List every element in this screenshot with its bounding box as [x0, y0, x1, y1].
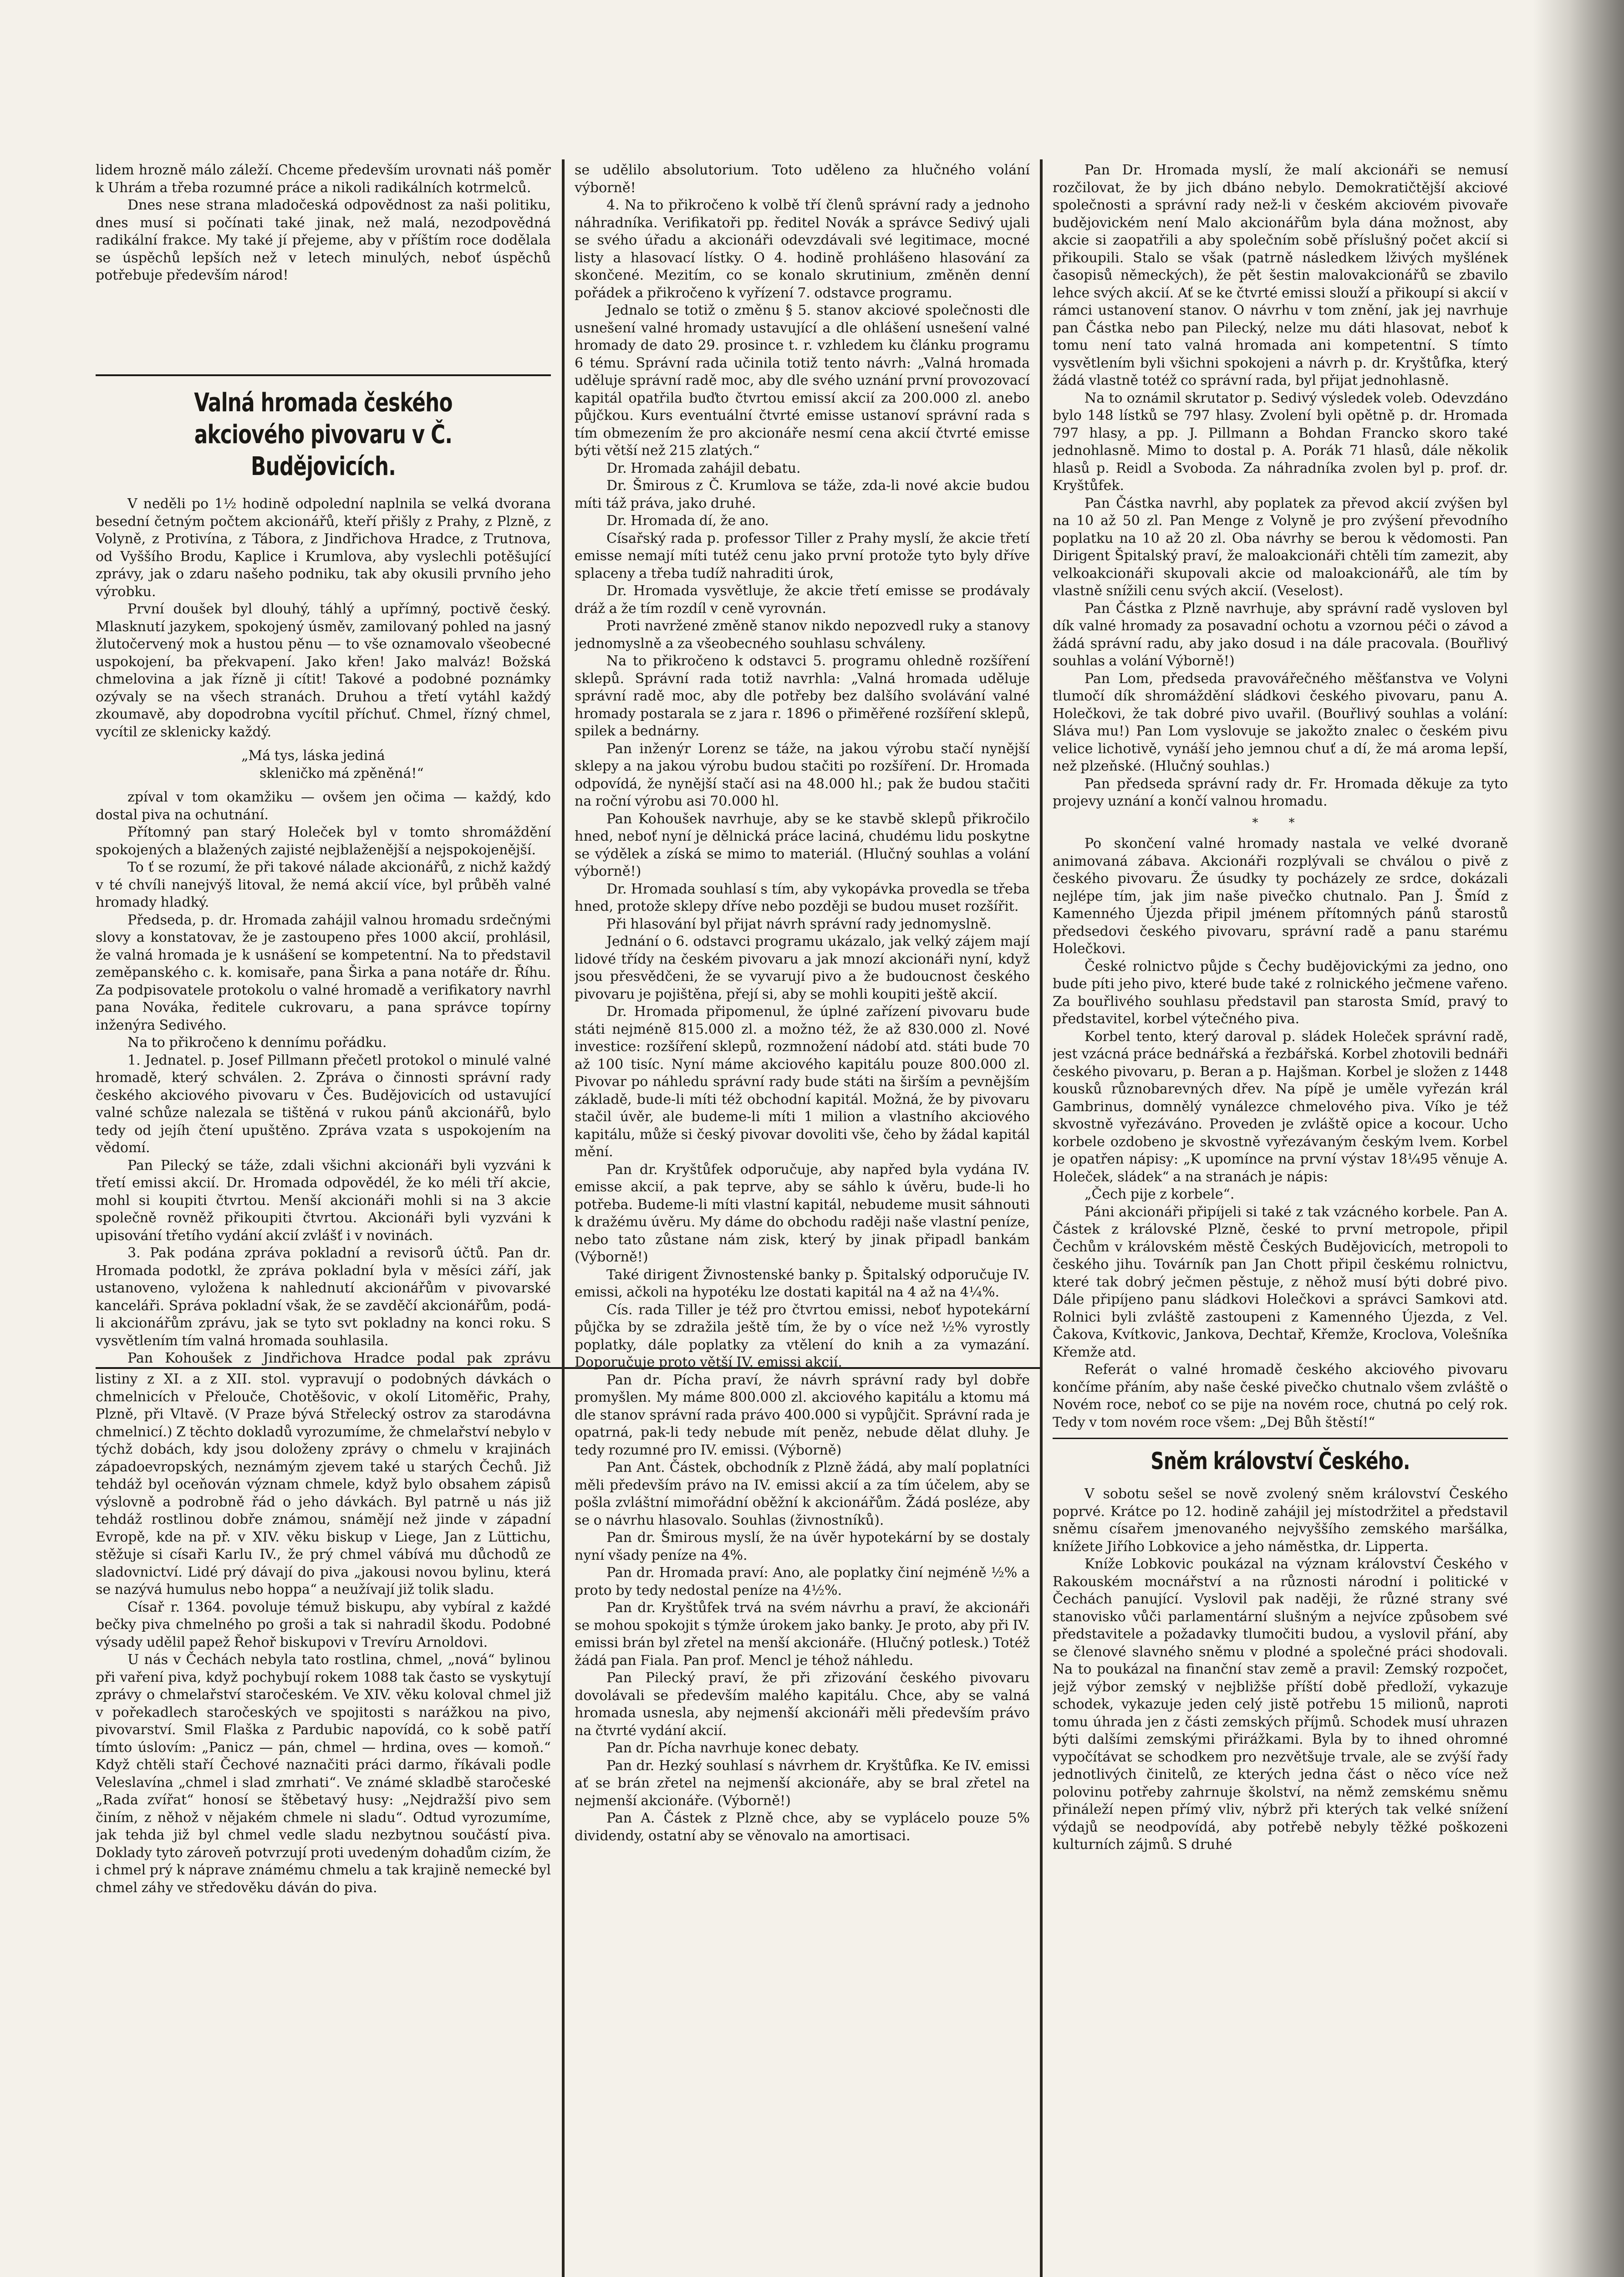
paragraph: zpíval v tom okamžiku — ovšem jen očima — každý, kdo dostal piva na ochutnání.	[96, 789, 551, 823]
paragraph: Přítomný pan starý Holeček byl v tomto shromáždění spokojených a blažených zajisté nejblaženější a nejspokojenější.	[96, 824, 551, 858]
paragraph-group	[1053, 162, 1508, 811]
paragraph: Na to přikročeno k dennímu pořádku.	[127, 1035, 387, 1051]
poem-line: „Má tys, láska jediná	[241, 748, 385, 764]
column-2	[575, 162, 1030, 2277]
paragraph: Jednání o 6. odstavci programu ukázalo, jak velký zájem mají lidové třídy na českém pivovaru a jak mnozí akcionáři nyní, když jsou přesvědčeni, že se vyvarují pivo a že budoucnost českého pivovaru je pojištěna, přejí si, aby se mohli koupiti ještě akcií.	[575, 934, 1030, 1002]
paragraph: Pan Ant. Částek, obchodník z Plzně žádá, aby malí poplatníci měli především právo na IV. emissi akcií a za tím účelem, aby se pošla zvláštní mimořádní oběžní k akcionářům. Žádá posléze, aby se o návrhu hlasovalo. Souhlas (živnostníků).	[575, 1460, 1030, 1528]
paragraph: Dr. Hromada dí, že ano.	[606, 513, 769, 529]
paragraph: Na to oznámil skrutator p. Sedivý výsledek voleb. Odevzdáno bylo 148 lístků se 797 hlasy. Zvolení byli opětně p. dr. Hromada 797 hlasy, a pp. J. Pillmann a Bohdan Francko skoro také jednohlasně. Mimo to dostal p. A. Porák 71 hlasů, dále několik hlasů p. Reidl a Svoboda. Za náhradníka zvolen byl p. prof. dr. Kryštůfek.	[1053, 390, 1508, 494]
paragraph: Předseda, p. dr. Hromada zahájil valnou hromadu srdečnými slovy a konstatovav, že je zastoupeno přes 1000 akcií, prohlásil, že valná hromada je k usnášení se kompetentní. Na to představil zeměpanského c. k. komisaře, pana Širka a pana notáře dr. Říhu. Za podpisovatele protokolu o valné hromadě a verifikatory navrhl pana Nováka, ředitele cukrovaru, a pana správce topírny inženýra Sedivého.	[96, 912, 551, 1033]
paragraph-group	[96, 1371, 551, 1897]
paragraph: Korbel tento, který daroval p. sládek Holeček správní radě, jest vzácná práce bednářská a řezbářská. Korbel zhotovili bednáři českého pivovaru, p. Beran a p. Hajšman. Korbel je složen z 1448 kousků různobarevných dřev. Na pípě je uměle vyřezán král Gambrinus, domnělý vynálezce chmelového piva. Víko je též skvostně vyřezáváno. Proveden je zvláště opice a kocour. Ucho korbele ozdobeno je skvostně vyřezávaným českým lvem. Korbel je opatřen nápisy: „K upomínce na první výstav 18¼95 věnuje A. Holeček, sládek“ a na stranách je nápis:	[1053, 1028, 1508, 1185]
paragraph: Pan Částka z Plzně navrhuje, aby správní radě vysloven byl dík valné hromady za posavadní ochotu a vzornou péči o závod a žádá správní radu, aby jako dosud i na dále pracovala. (Bouřlivý souhlas a volání Výborně!)	[1053, 600, 1508, 669]
paragraph: Pan Kohoušek navrhuje, aby se ke stavbě sklepů přikročilo hned, neboť nyní je dělnická práce laciná, chudému lidu poskytne se výdělek a získá se mimo to materiál. (Hlučný souhlas a volání výborně!)	[575, 811, 1030, 879]
paragraph: Také dirigent Živnostenské banky p. Špitalský odporučuje IV. emissi, ačkoli na hypotéku lze dostati kapitál na 4 až na 4¼%.	[575, 1266, 1030, 1300]
paragraph-group	[1053, 1486, 1508, 1854]
separator-stars: * *	[1252, 816, 1308, 830]
paragraph: V neděli po 1½ hodině odpolední naplnila se velká dvorana besední četným počtem akcionářů, kteří přišly z Prahy, z Plzně, z Volyně, z Protivína, z Tábora, z Jindřichova Hradce, z Trutnova, od Vyššího Brodu, Kaplice i Krumlova, aby vyslechli potěšující zprávy, jak o zdaru našeho podniku, tak aby okusili prvního jeho výrobku.	[96, 496, 551, 600]
paragraph-group	[96, 495, 551, 741]
column-divider	[1040, 159, 1043, 2277]
paragraph: se udělilo absolutorium. Toto uděleno za hlučného volání výborně!	[575, 162, 1030, 196]
paragraph: Pan Částka navrhl, aby poplatek za převod akcií zvýšen byl na 10 až 50 zl. Pan Menge z Volyně je pro zvýšení převodního poplatku na 10 až 20 zl. Oba návrhy se berou k vědomosti. Pan Dirigent Špitalský praví, že maloakcionáři chtěli tím zamezit, aby velkoakcionáři skupovali akcie od maloakcionářů, ale tím by vlastně snížili cenu svých akcií. (Veselost).	[1053, 495, 1508, 599]
paragraph: 3. Pak podána zpráva pokladní a revisorů účtů. Pan dr. Hromada podotkl, že zpráva pokladní byla v měsíci září, jak ustanoveno, vyložena k nahlednutí akcionářům v pivovarské kanceláři. Správa pokladní však, že se zavděčí akcionářům, podá-li akcionářům zprávu, jak se tyto svt pokladny na konci roku. S vysvětlením tím valná hromada souhlasila.	[96, 1245, 551, 1349]
poem	[96, 747, 551, 782]
paragraph-group	[575, 162, 1030, 1845]
paragraph: Pan dr. Hromada praví: Ano, ale poplatky činí nejméně ½% a proto by tedy nedostal peníze na 4½%.	[575, 1565, 1030, 1598]
paragraph: Pan inženýr Lorenz se táže, na jakou výrobu stačí nynější sklepy a na jakou výrobu budou stačiti po rozšíření. Dr. Hromada odpovídá, že nynější stačí asi na 48.000 hl.; pak že budou stačiti na roční výrobu asi 70.000 hl.	[575, 740, 1030, 809]
paragraph: Páni akcionáři připíjeli si také z tak vzácného korbele. Pan A. Částek z královské Plzně, české to první metropole, připil Čechům v královském městě Českých Budějovicích, metropoli to českého jihu. Továrník pan Jan Chott připil českému rolnictvu, které tak dobrý ječmen pěstuje, z něhož musí býti dobré pivo. Dále připíjeno panu sládkovi Holečkovi a správci Samkovi atd. Rolnici byli zvláště zastoupeni z Kamenného Újezda, z Vel. Čakova, Kvítkovic, Jankova, Dechtař, Křemže, Kroclova, Volešníka Křemže atd.	[1053, 1204, 1508, 1360]
paragraph: Pan Dr. Hromada myslí, že malí akcionáři se nemusí rozčilovat, že by jich dbáno nebylo. Demokratičtější akciové společnosti a správní rady než-li v českém akciovém pivovaře budějovickém není Malo akcionářům byla dána možnost, aby akcie si zaopatřili a aby společním sobě příslušný počet akcií si přikoupili. Stalo se však (patrně následkem lživých myšlének časopisů německých), že pět šestin malovakcionářů se zbavilo lehce svých akcií. Ať se ke čtvrté emissi slouží a přikoupí si akcií v rámci ustanovení stanov. O návrhu v tom znění, jak jej navrhuje pan Částka nebo pan Pilecký, nelze mu dáti hlasovat, neboť k tomu není tato valná hromada ani kompetentní. S tímto vysvětlením byli všichni spokojeni a návrh p. dr. Kryštůfka, který žádá vlastně totéž co správní rada, byl přijat jednohlasně.	[1053, 162, 1508, 388]
paragraph: listiny z XI. a z XII. stol. vypravují o podobných dávkách o chmelnicích v Přelouče, Chotěšovic, v okolí Litoměřic, Prahy, Plzně, při Vltavě. (V Praze bývá Střelecký ostrov za starodávna chmelnicí.) Z těchto dokladů vyrozumíme, že chmelařství nebylo v týchž dobách, kdy jsou doloženy zprávy o chmelu v krajinách západoevropských, neznámým zjevem také u starých Čechů. Již tehdáž byl oceňován význam chmele, když bylo obsahem zápisů výslovně a podrobně řád o jeho dávkách. Byl patrně u nás již tehdáž rostlinou dobře známou, snámějí než jinde v západní Evropě, kde na př. v XIV. věku biskup v Liege, Jan z Lüttichu, stěžuje si císaři Karlu IV., že prý chmel vábívá mu důchodů ze sladovnictví. Lidé prý dávají do piva „jakousi novou bylinu, která se nazývá humulus nebo hoppa“ a neužívají již tolik sladu.	[96, 1371, 551, 1598]
column-3	[1053, 162, 1508, 2277]
column-1-top	[96, 162, 551, 373]
paragraph: 4. Na to přikročeno k volbě tří členů správní rady a jednoho náhradníka. Verifikatoři pp. ředitel Novák a správce Sedivý ujali se svého úřadu a akcionáři odevzdávali své legitimace, mocné listy a hlasovací lístky. O 4. hodině prohlášeno hlasování za skončené. Mezitím, co se konalo skrutinium, změněn denní pořádek a přikročeno k vyřízení 7. odstavce programu.	[575, 197, 1030, 301]
paragraph: Pan Kohoušek z Jindřichova Hradce podal pak zprávu	[127, 1350, 551, 1366]
paragraph: Kníže Lobkovic poukázal na význam království Českého v Rakouském mocnářství a na různosti národní i politické v Čechách panující. Vyslovil pak naději, že různé strany své stanovisko vůči parlamentární slušným a nejvíce způsobem své představitele a požadavky tlumočiti budou, a vyslovil přání, aby se členové slavného sněmu v plodné a společné práci shodovali. Na to poukázal na finanční stav země a pravil: Zemský rozpočet, jejž výbor zemský v nejbližše příští době předloží, vykazuje schodek, vykazuje jeden celý jistě potřebu 15 milionů, naproti tomu úhrada jen z části zemských příjmů. Schodek musí uhrazen býti dalšími zemskými přirážkami. Byla by to ihned ohromné vypočítávat se schodkem pro nezvětšuje trvale, ale se zvýší řady jednotlivých činitelů, ze kterých jedna část o něco více než polovinu potřeby zahrnuje školství, na němž zemskému sněmu přináleží nepen přímý vliv, nýbrž při kterých tak velké snížení výdajů se neodpovídá, aby potřebě nebyly těžké poškozeni kulturních zájmů. S druhé	[1053, 1556, 1508, 1853]
paragraph: Pan dr. Kryštůfek trvá na svém návrhu a praví, že akcionáři se mohou spokojit s týmže úrokem jako banky. Je proto, aby při IV. emissi brán byl zřetel na menší akcionáře. (Hlučný potlesk.) Totéž žádá pan Fiala. Pan prof. Mencl je téhož náhledu.	[575, 1600, 1030, 1669]
paragraph: Pan dr. Pícha navrhuje konec debaty.	[606, 1740, 860, 1756]
paragraph: Pan Pilecký praví, že při zřizování českého pivovaru dovolávali se především malého kapitálu. Chce, aby se valná hromada usnesla, aby nejmenší akcionáři měli především právo na čtvrté vydání akcií.	[575, 1670, 1030, 1739]
paragraph: První doušek byl dlouhý, táhlý a upřímný, poctivě český. Mlasknutí jazykem, spokojený úsměv, zamilovaný pohled na jasný žlutočervený mok a hustou pěnu — to vše oznamovalo všeobecné uspokojení, ba překvapení. Jako křen! Jako malváz! Božská chmelovina a jak řízně ji cítit! Takové a podobné poznámky ozývaly se na všech stranách. Druhou a třetí vytáhl každý zkoumavě, aby dopodrobna vycítil příchuť. Chmel, řízný chmel, vycítil ze sklenicky každý.	[96, 601, 551, 740]
paragraph: Dr. Hromada souhlasí s tím, aby vykopávka provedla se třeba hned, protože sklepy dříve nebo později se budou muset rozšířit.	[575, 881, 1030, 914]
paragraph: V sobotu sešel se nově zvolený sněm království Českého poprvé. Krátce po 12. hodině zahájil jej místodržitel a představil sněmu císařem jmenovaného nejvyššího zemského maršálka, knížete Jiřího Lobkovice a jeho náměstka, dr. Lipperta.	[1053, 1486, 1508, 1555]
paragraph-group	[96, 789, 551, 1366]
paragraph: „Čech pije z korbele“.	[1084, 1186, 1235, 1202]
paragraph: Pan dr. Šmirous myslí, že na úvěr hypotekární by se dostaly nyní všady peníze na 4%.	[575, 1530, 1030, 1563]
paragraph-group	[1053, 835, 1508, 1431]
paragraph: Dr. Šmirous z Č. Krumlova se táže, zda-li nové akcie budou míti táž práva, jako druhé.	[575, 478, 1030, 511]
column-rule	[96, 374, 551, 376]
paragraph: Pan Pilecký se táže, zdali všichni akcionáři byli vyzváni k třetí emissi akcií. Dr. Hromada odpovědél, že ko méli tří akcie, mohl si koupiti čtvrtou. Menší akcionáři mohli si na 3 akcie společně rovněž přikoupiti čtvrtou. Akcionáři byli vyzváni k upisování třetího vydání akcií zvlášť i v novinách.	[96, 1157, 551, 1244]
paragraph: Dnes nese strana mladočeská odpovědnost za naši politiku, dnes musí si počínati také jinak, než malá, nezodpovědná radikální frakce. My také jí přejeme, aby v příštím roce dodělala se úspěchů lepších než v letech minulých, neboť úspěchů potřebuje především národ!	[96, 197, 551, 283]
paragraph: Císař r. 1364. povoluje témuž biskupu, aby vybíral z každé bečky piva chmelného po groši a tak si nahradil škodu. Podobné výsady udělil papež Řehoř biskupovi v Trevíru Arnoldovi.	[96, 1599, 551, 1650]
article-headline: Valná hromada českého akciového pivovaru v Č. Budějovicích.	[194, 388, 453, 481]
paragraph: Jednalo se totiž o změnu § 5. stanov akciové společnosti dle usnešení valné hromady ustavující a dle ohlášení usnešení valné hromady de dato 29. prosince t. r. vzhledem ku článku programu 6 tému. Správní rada učinila totiž tento návrh: „Valná hromada uděluje správní radě moc, aby dle svého uznání první provozovací kapitál opatřila buďto čtvrtou emissí akcií za 200.000 zl. anebo půjčkou. Kurs eventuální čtvrté emisse ustanoví správní rada s tím obmezením že pro akcionáře nesmí cena akcií čtvrté emisse býti větší než 215 zlatých.“	[575, 302, 1030, 459]
page-edge-shadow	[1533, 0, 1624, 2277]
paragraph: Dr. Hromada vysvětluje, že akcie třetí emisse se prodávaly dráž a že tím rozdíl v ceně vyrovnán.	[575, 583, 1030, 617]
section-rule	[1053, 1438, 1508, 1439]
column-divider	[562, 159, 565, 2277]
poem-line: skleničko má zpěněná!“	[260, 765, 424, 781]
paragraph: U nás v Čechách nebyla tato rostlina, chmel, „nová“ bylinou při vaření piva, když pochybují rokem 1088 tak často se vyskytují zprávy o chmelařství staročeském. Ve XIV. věku koloval chmel již v pořekadlech staročeských ve spojitosti s narážkou na pivo, pivovarství. Smil Flaška z Pardubic napovídá, co k sobě patří tímto úslovím: „Panicz — pán, chmel — hrdina, oves — komoň.“ Když chtěli staří Čechové naznačiti práci darmo, říkávali podle Veleslavína „chmel i slad zmrhati“. Ve známé skladbě staročeské „Rada zvířat“ honosí se štěbetavý husy: „Nejdražší pivo sem činím, z něhož v nějakém chmele ni sladu“. Odtud vyrozumíme, jak tehda již byl chmel vedle sladu nezbytnou součástí piva. Doklady tyto zároveň potvrzují proti uvedeným dohadům cizím, že i chmel prý k náprave známému chmelu a tak krajině nemecké byl chmel záhy ve středověku dáván do piva.	[96, 1652, 551, 1896]
section-headline: Sněm království Českého.	[1151, 1448, 1410, 1475]
paragraph: Pan A. Částek z Plzně chce, aby se vyplácelo pouze 5% dividendy, ostatní aby se věnovalo na amortisaci.	[575, 1810, 1030, 1844]
paragraph: Pan dr. Kryštůfek odporučuje, aby napřed byla vydána IV. emisse akcií, a pak teprve, aby se sáhlo k úvěru, bude-li ho potřeba. Budeme-li míti vlastní kapitál, nebudeme musit sáhnouti k dražému úvěru. My dáme do obchodu raději naše vlastní peníze, nebo tato zůstane nám zisk, který by jinak připadl bankám (Výborně!)	[575, 1161, 1030, 1265]
paragraph: Dr. Hromada zahájil debatu.	[606, 460, 801, 476]
paragraph: Proti navržené změně stanov nikdo nepozvedl ruky a stanovy jednomyslně a za všeobecného souhlasu schváleny.	[575, 618, 1030, 652]
column-1-article	[96, 378, 551, 1366]
paragraph: Pan dr. Hezký souhlasí s návrhem dr. Kryštůfka. Ke IV. emissi ať se brán zřetel na nejmenší akcionáře, aby se bral zřetel na nejmenší akcionáře. (Výborně!)	[575, 1757, 1030, 1809]
paragraph: Referát o valné hromadě českého akciového pivovaru končíme přáním, aby naše české pivečko chutnalo všem zvláště o Novém roce, neboť co se pije na novém roce, chutná po celý rok. Tedy v tom novém roce všem: „Dej Bůh štěstí!“	[1053, 1362, 1508, 1430]
paragraph: Na to přikročeno k odstavci 5. programu ohledně rozšíření sklepů. Správní rada totiž navrhla: „Valná hromada uděluje správní radě moc, aby dle potřeby bez dalšího svolávání valné hromady postarala se z jara r. 1896 o přiměřené rozšíření sklepů, spilek a bednárny.	[575, 653, 1030, 739]
paragraph: Pan předseda správní rady dr. Fr. Hromada děkuje za tyto projevy uznání a končí valnou hromadu.	[1053, 776, 1508, 809]
paragraph: Po skončení valné hromady nastala ve velké dvoraně animovaná zábava. Akcionáři rozplývali se chválou o pivě z českého pivovaru. Že úsudky ty pocházely ze srdce, dokázali nejlépe tím, jak jim naše pivečko chutnalo. Pan J. Šmíd z Kamenného Újezda připil jménem přítomných pánů starostů předsedovi českého pivovaru, správní radě a panu starému Holečkovi.	[1053, 836, 1508, 957]
paragraph: Pan dr. Pícha praví, že návrh správní rady byl dobře promyšlen. My máme 800.000 zl. akciového kapitálu a ktomu má dle stanov správní rada právo 400.000 si vypůjčit. Správní rada je opatrná, pak-li tedy nebude mít peněz, nebude dělat dluhy. Je tedy rozumné pro IV. emissi. (Výborně)	[575, 1372, 1030, 1458]
paragraph: Cís. rada Tiller je též pro čtvrtou emissi, neboť hypotekární půjčka by se zdražila ještě tím, že by o více než ½% vyrostly poplatky, dále poplatky za vtělení do knih a za vymazání. Doporučuje proto větší IV. emissi akcií.	[575, 1302, 1030, 1370]
paragraph: České rolnictvo půjde s Čechy budějovickými za jedno, ono bude píti jeho pivo, které bude také z rolnického ječmene vařeno. Za bouřlivého souhlasu představil pan starosta Smíd, pravý to představitel, korbel výtečného piva.	[1053, 958, 1508, 1027]
paragraph: Dr. Hromada připomenul, že úplné zařízení pivovaru bude státi nejméně 815.000 zl. a možno též, že až 830.000 zl. Nové investice: rozšíření sklepů, rozmnožení nádobí atd. státi bude 70 až 100 tisíc. Nyní máme akciového kapitálu pouze 800.000 zl. Pivovar po náhledu správní rady bude státi na širším a pevnějším základě, bude-li míti též obchodní kapitál. Možná, že by pivovaru stačil úvěr, ale budeme-li míti 1 milion a vlastního akciového kapitálu, může si český pivovar dovoliti vše, čeho by žádal kapitál mění.	[575, 1004, 1030, 1160]
paragraph: 1. Jednatel. p. Josef Pillmann přečetl protokol o minulé valné hromadě, který schválen. 2. Zpráva o činnosti správní rady českého akciového pivovaru v Čes. Budějovicích od ustavující valné schůze nalezala se tištěná v rukou pánů akcionářů, bylo tedy od jejíh čtení upuštěno. Zpráva vzata s uspokojením na vědomí.	[96, 1052, 551, 1156]
paragraph: Pan Lom, předseda pravovářečného měšťanstva ve Volyni tlumočí dík shromáždění sládkovi českého pivovaru, panu A. Holečkovi, že tak dobré pivo uvařil. (Bouřlivý souhlas a volání: Sláva mu!) Pan Lom vyslovuje se jakožto znalec o českém pivu velice lichotivě, vynáší jeho jemnou chuť a dí, že má aroma lepší, než plzeňské. (Hlučný souhlas.)	[1053, 670, 1508, 774]
paragraph: To ť se rozumí, že při takové nálade akcionářů, z nichž každý v té chvíli nanejvýš litoval, že nemá akcií více, byl průběh valné hromady hladký.	[96, 859, 551, 910]
column-1-bottom	[96, 1371, 551, 2277]
paragraph: Při hlasování byl přijat návrh správní rady jednomyslně.	[606, 916, 992, 932]
paragraph-group	[96, 162, 551, 285]
paragraph: lidem hrozně málo záleží. Chceme především urovnati náš poměr k Uhrám a třeba rozumné práce a nikoli radikálních kotrmelců.	[96, 162, 551, 196]
paragraph: Císařský rada p. professor Tiller z Prahy myslí, že akcie třetí emisse nemají míti tutéž cenu jako první protože tyto byly dříve splaceny a třeba tudíž nahraditi úrok,	[575, 530, 1030, 582]
